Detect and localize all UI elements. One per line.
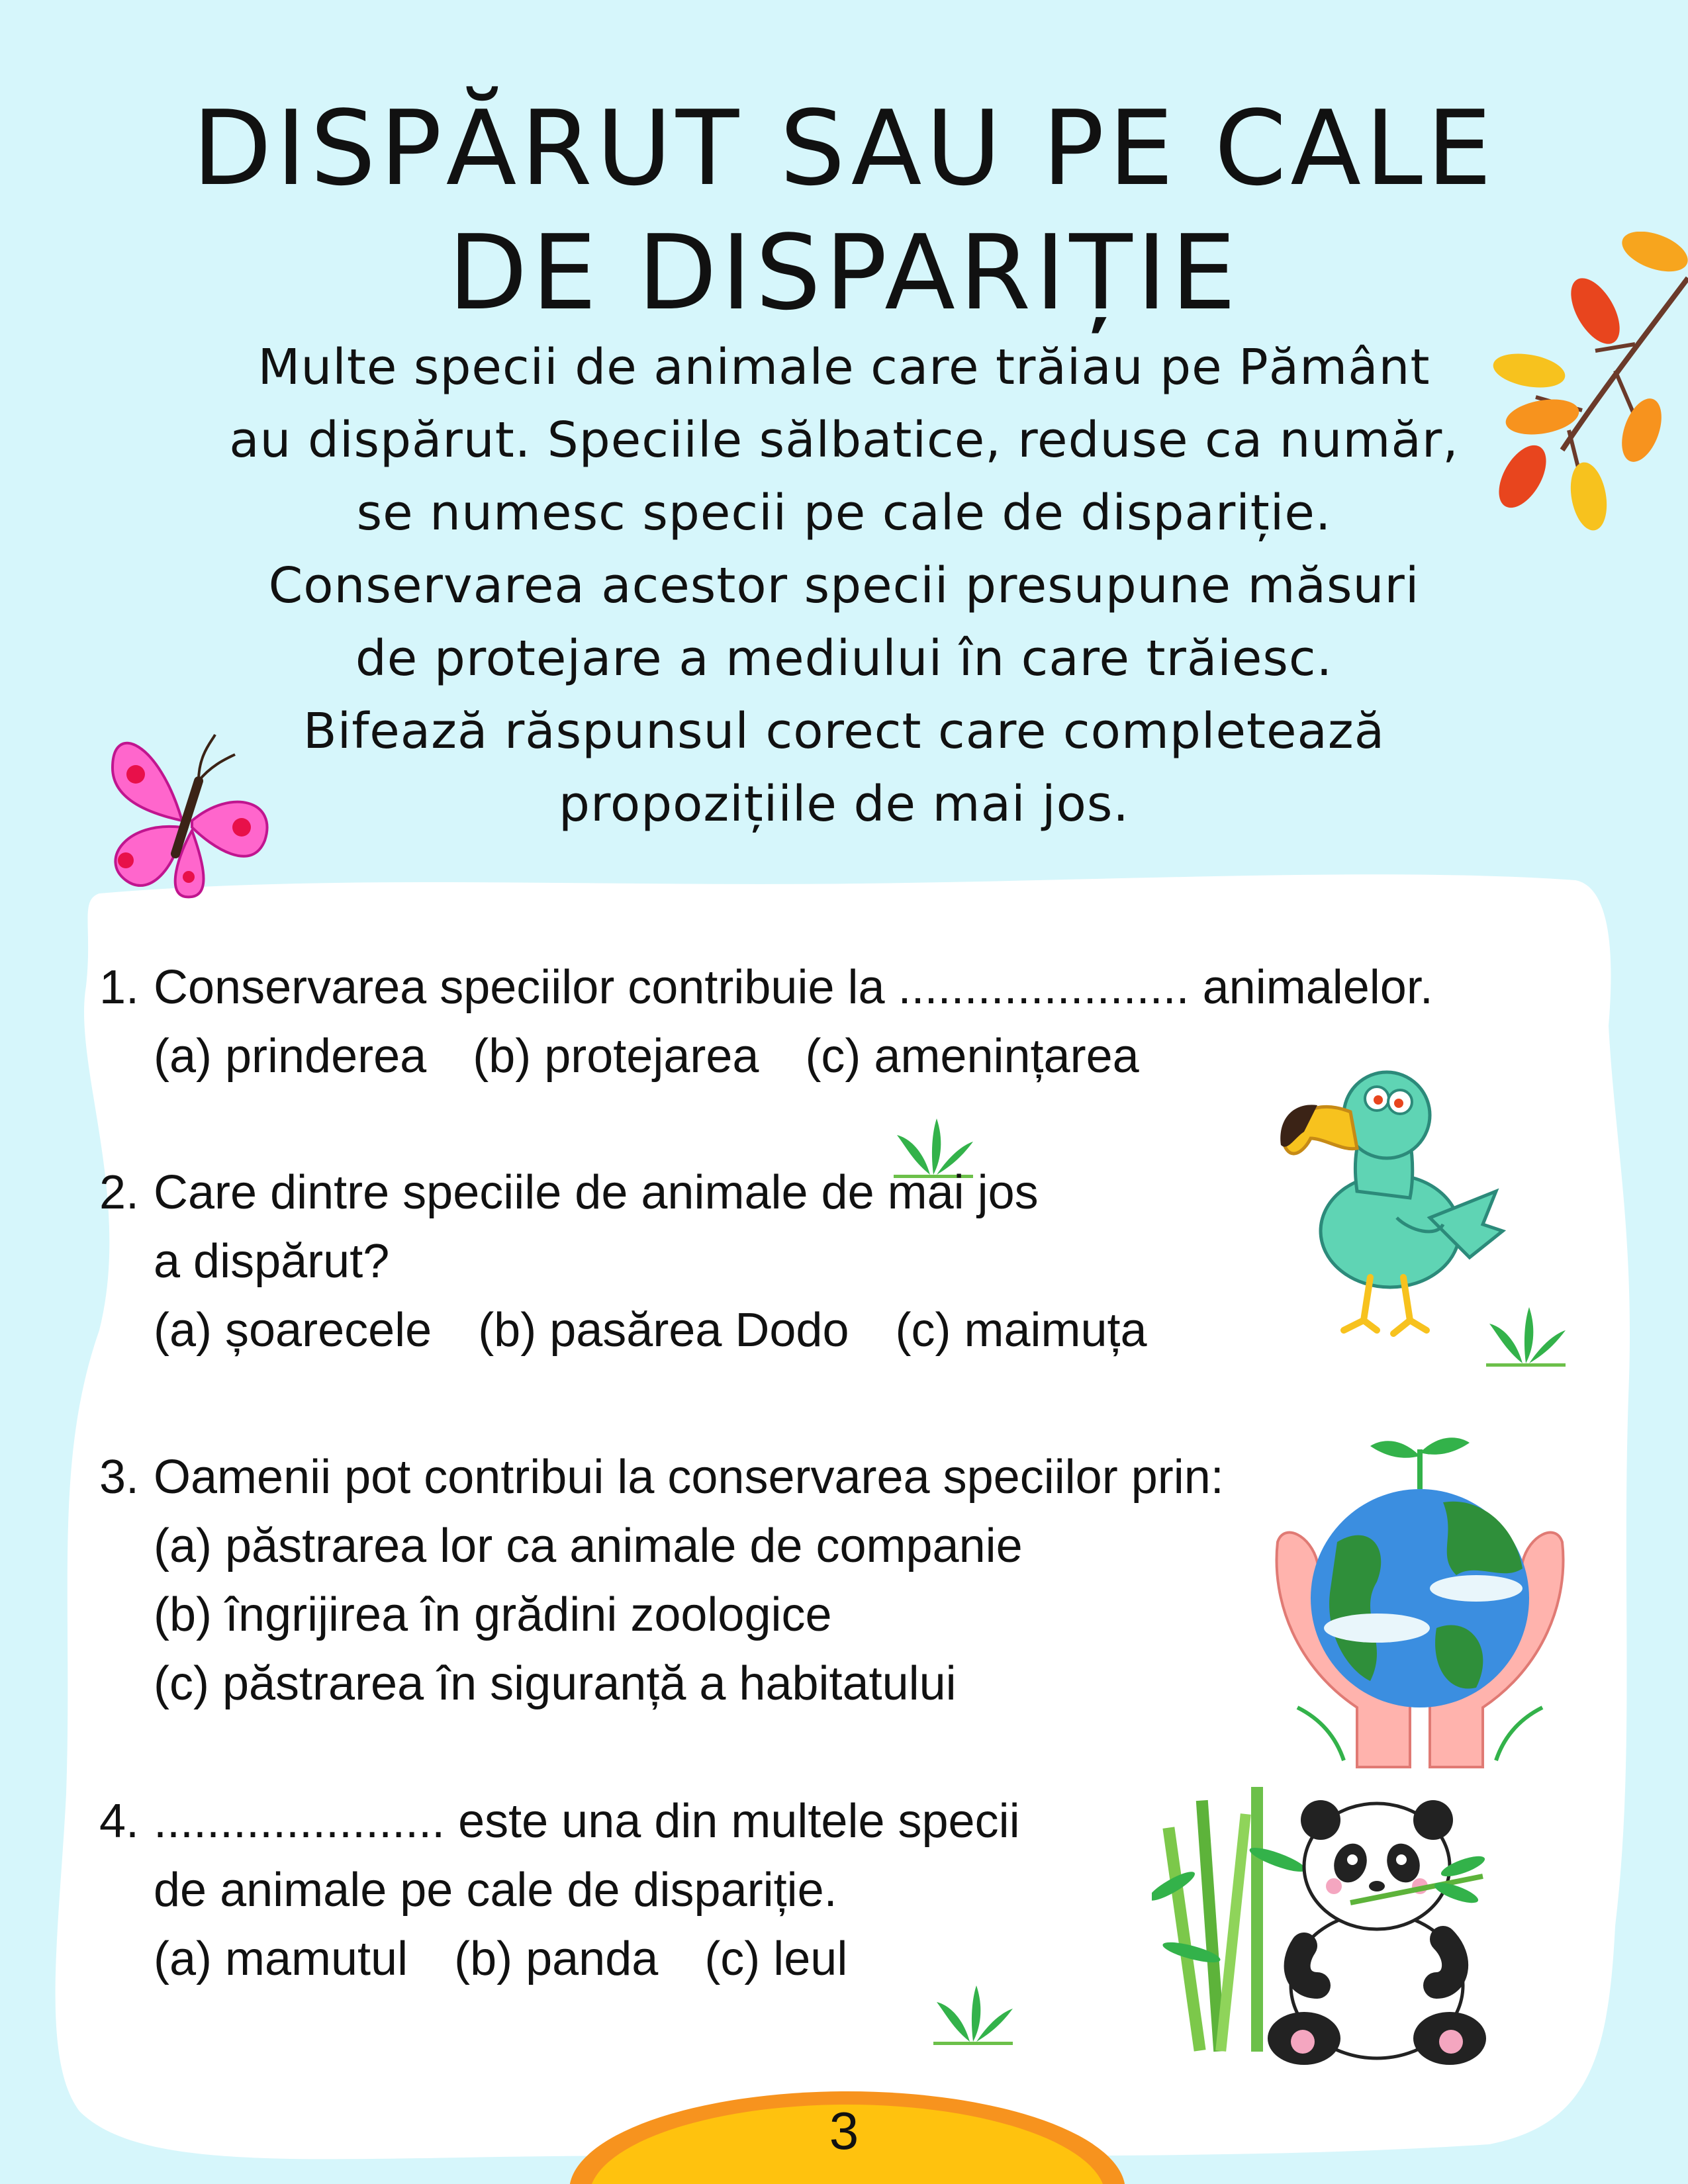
dodo-bird-icon [1278,1066,1509,1343]
intro-line: propozițiile de mai jos. [559,776,1129,833]
butterfly-icon [99,728,278,900]
intro-line: Bifează răspunsul corect care completează [303,703,1385,760]
question-text: Oamenii pot contribui la conservarea speciilor prin: [154,1451,1224,1504]
intro-line: au dispărut. Speciile sălbatice, reduse ca număr, [229,412,1459,469]
answer-option-b[interactable]: (b) îngrijirea în grădini zoologice [154,1588,832,1641]
question-number: 3. [99,1451,140,1504]
question-text: ...................... este una din multele specii [154,1795,1020,1848]
answer-option-b[interactable]: (b) pasărea Dodo [478,1304,849,1357]
question-text: Care dintre speciile de animale de mai jos [154,1166,1039,1219]
question-text: a dispărut? [154,1235,390,1288]
intro-line: Multe specii de animale care trăiau pe Pământ [258,339,1430,396]
answer-option-c[interactable]: (c) amenințarea [805,1030,1139,1083]
page-number: 3 [829,2101,859,2160]
question-number: 2. [99,1166,140,1219]
answer-option-c[interactable]: (c) leul [704,1933,848,1985]
question-2 [99,1158,1194,1365]
question-number: 1. [99,961,140,1014]
question-3 [99,1443,1224,1718]
intro-paragraph [165,331,1523,841]
intro-line: de protejare a mediului în care trăiesc. [355,630,1333,687]
title-line-2: DE DISPARIȚIE [447,212,1241,333]
question-4 [99,1787,1020,1993]
question-1 [99,953,1433,1091]
panda-with-bamboo-icon [1152,1787,1489,2071]
title-line-1: DISPĂRUT SAU PE CALE [192,88,1496,208]
page-title [132,86,1556,335]
autumn-branch-icon [1483,232,1688,543]
question-text: Conservarea speciilor contribuie la ...................... animalelor. [154,961,1433,1014]
answer-option-c[interactable]: (c) păstrarea în siguranță a habitatului [154,1657,957,1710]
answer-option-a[interactable]: (a) mamutul [154,1933,408,1985]
answer-option-a[interactable]: (a) șoarecele [154,1304,432,1357]
grass-tuft-icon [930,1985,1016,2045]
answer-option-c[interactable]: (c) maimuța [895,1304,1147,1357]
answer-option-a[interactable]: (a) prinderea [154,1030,427,1083]
answer-option-b[interactable]: (b) protejarea [473,1030,759,1083]
intro-line: Conservarea acestor specii presupune măsuri [268,557,1420,614]
answer-option-b[interactable]: (b) panda [454,1933,659,1985]
earth-in-hands-icon [1258,1430,1582,1774]
question-text: de animale pe cale de dispariție. [154,1864,837,1917]
intro-line: se numesc specii pe cale de dispariție. [356,484,1332,541]
question-number: 4. [99,1795,140,1848]
answer-option-a[interactable]: (a) păstrarea lor ca animale de companie [154,1520,1023,1572]
